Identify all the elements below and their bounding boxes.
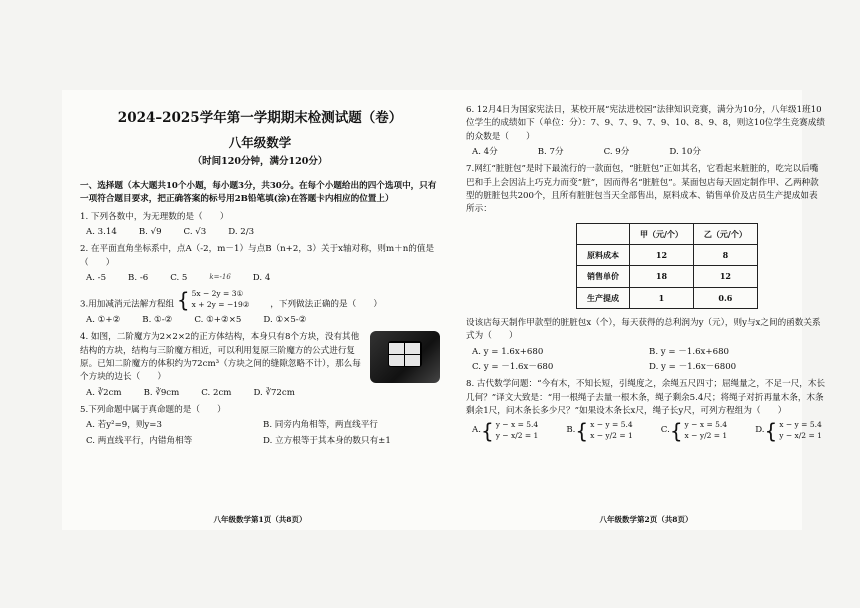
- table-header-row: [577, 223, 758, 244]
- brace-symbol: {: [764, 418, 778, 443]
- question-3-prefix: 3.用加减消元法解方程组: [80, 299, 175, 310]
- option-a: A. 4分: [472, 146, 498, 157]
- table-row: [577, 287, 758, 308]
- question-7-options: [472, 346, 826, 375]
- option-c: C. 5: [170, 272, 188, 283]
- question-5-options: [86, 419, 440, 448]
- option-d: D. y = －1.6x－6800: [649, 362, 737, 372]
- option-c: C. √3: [183, 226, 207, 237]
- table-header: 甲（元/个）: [630, 223, 694, 244]
- question-8-options: [472, 420, 826, 441]
- question-4-options: [86, 387, 364, 400]
- equation-2: x + 2y = −19②: [191, 299, 250, 309]
- question-2-options: [86, 272, 440, 285]
- question-3-options: [86, 314, 440, 327]
- equation-system: [177, 289, 250, 310]
- question-1: 1. 下列各数中，为无理数的是（ ）: [80, 211, 229, 222]
- option-d: D. 4: [252, 272, 271, 283]
- cost-table: [576, 223, 758, 310]
- exam-subject: 八年级数学: [228, 134, 292, 150]
- option-a: A. 若y²=9，则y=3: [86, 420, 162, 431]
- brace-symbol: {: [575, 418, 589, 443]
- question-2: 2. 在平面直角坐标系中，点A（-2，m－1）与点B（n+2，3）关于x轴对称，则m＋n的值是（ ）: [80, 244, 435, 268]
- equation-1: 5x − 2y = 3①: [191, 289, 244, 299]
- option-d: D. ①×5-②: [263, 315, 307, 326]
- page-1: [80, 90, 440, 530]
- option-b: B. √9: [138, 226, 162, 237]
- exam-title: 2024–2025学年第一学期期末检测试题（卷）: [117, 110, 403, 126]
- table-cell: 18: [630, 266, 694, 287]
- question-3-suffix: ，下列做法正确的是（ ）: [270, 299, 382, 310]
- option-c: C. 2cm: [201, 387, 232, 398]
- question-4-text: 4. 如图，二阶魔方为2×2×2的正方体结构，本身只有8个方块，没有其他结构的方块，结构与三阶魔方相近，可以利用复原三阶魔方的公式进行复原。已知二阶魔方的体积约为72cm³（方块之间的缝隙忽略不计），那么每个方块的边长（ ）: [80, 332, 361, 383]
- question-6: 6. 12月4日为国家宪法日，某校开展“宪法进校园”法律知识竞赛，满分为10分，八年级1班10位学生的成绩如下（单位：分）：7、9、7、9、7、9、10、8、9、8，则这10位学生竞赛成绩的众数是（ ）: [466, 105, 825, 142]
- option-c: C. { y − x = 5.4 x − y/2 = 1: [660, 418, 728, 443]
- brace-symbol: {: [669, 418, 683, 443]
- option-a: A. y = 1.6x+680: [472, 346, 544, 357]
- option-a: A. 3.14: [86, 226, 117, 237]
- table-cell: 8: [693, 244, 757, 265]
- option-d: D. { x − y = 5.4 y − x/2 = 1: [755, 418, 822, 443]
- table-cell: 12: [630, 244, 694, 265]
- question-8: 8. 古代数学问题：“今有木，不知长短，引绳度之，余绳五尺四寸；屈绳量之，不足一尺，木长几何？”译文大致是：“用一根绳子去量一根木条，绳子剩余5.4尺；将绳子对折再量木条，木条剩余1尺，问木条长多少尺？”如果设木条长x尺，绳子长y尺，可列方程组为（ ）: [466, 379, 826, 416]
- brace-symbol: {: [480, 418, 494, 443]
- option-c: C. ①+②×5: [194, 315, 242, 326]
- question-6-options: [472, 146, 826, 159]
- option-b: B. 7分: [537, 146, 564, 157]
- rubiks-cube-image: [370, 331, 440, 383]
- table-header: 乙（元/个）: [693, 223, 757, 244]
- brace-symbol: {: [176, 287, 190, 312]
- section-heading: 一、选择题（本大题共10个小题，每小题3分，共30分。在每个小题给出的四个选项中，只有一项符合题目要求，把正确答案的标号用2B铅笔填(涂)在答题卡内相应的位置上）: [80, 181, 437, 205]
- handwritten-note: k=-16: [209, 272, 231, 281]
- option-c: C. 两直线平行，内错角相等: [86, 435, 193, 446]
- table-row: [577, 244, 758, 265]
- question-5: 5.下列命题中属于真命题的是（ ）: [80, 404, 226, 415]
- option-b: B. ∛9cm: [143, 387, 180, 398]
- option-b: B. 同旁内角相等，两直线平行: [263, 420, 378, 431]
- exam-sheet: [62, 90, 826, 530]
- page-footer: 八年级数学第1页（共8页）: [213, 515, 307, 525]
- option-a: A. ∛2cm: [86, 387, 122, 398]
- table-cell: 销售单价: [577, 266, 630, 287]
- question-7: 7.网红“脏脏包”是时下最流行的一款面包，“脏脏包”正如其名，它看起来脏脏的，吃完以后嘴巴和手上会因沾上巧克力而变“脏”，因而得名“脏脏包”。某面包店每天固定制作甲、乙两种款型的脏脏包共200个，且所有脏脏包当天全部售出，原料成本、销售单价及店员生产提成如表所示：: [466, 164, 819, 215]
- option-d: D. ∛72cm: [253, 387, 295, 398]
- option-b: B. y = －1.6x+680: [649, 346, 730, 357]
- option-a: A. { y − x = 5.4 y − x/2 = 1: [472, 418, 539, 443]
- question-7-tail: 设该店每天制作甲款型的脏脏包x（个），每天获得的总利润为y（元），则y与x之间的函数关系式为（ ）: [466, 318, 821, 342]
- table-cell: 原料成本: [577, 244, 630, 265]
- option-d: D. 立方根等于其本身的数只有±1: [263, 435, 391, 446]
- option-c: C. y = －1.6x－680: [472, 362, 554, 372]
- option-d: D. 2/3: [228, 226, 255, 237]
- option-b: B. ①-②: [142, 315, 173, 326]
- exam-time: （时间120分钟，满分120分）: [192, 156, 328, 168]
- table-header: [577, 223, 630, 244]
- question-1-options: [86, 226, 440, 239]
- option-d: D. 10分: [669, 146, 701, 157]
- option-c: C. 9分: [603, 146, 630, 157]
- table-row: [577, 266, 758, 287]
- option-b: B. -6: [128, 272, 149, 283]
- option-a: A. ①+②: [86, 315, 121, 326]
- page-footer: 八年级数学第2页（共8页）: [599, 515, 693, 525]
- table-cell: 生产提成: [577, 287, 630, 308]
- table-cell: 1: [630, 287, 694, 308]
- question-3: [80, 289, 440, 312]
- table-cell: 0.6: [693, 287, 757, 308]
- page-2: [466, 90, 826, 530]
- option-a: A. -5: [86, 272, 107, 283]
- question-4: [80, 331, 440, 384]
- table-cell: 12: [693, 266, 757, 287]
- option-b: B. { x − y = 5.4 x − y/2 = 1: [566, 418, 633, 443]
